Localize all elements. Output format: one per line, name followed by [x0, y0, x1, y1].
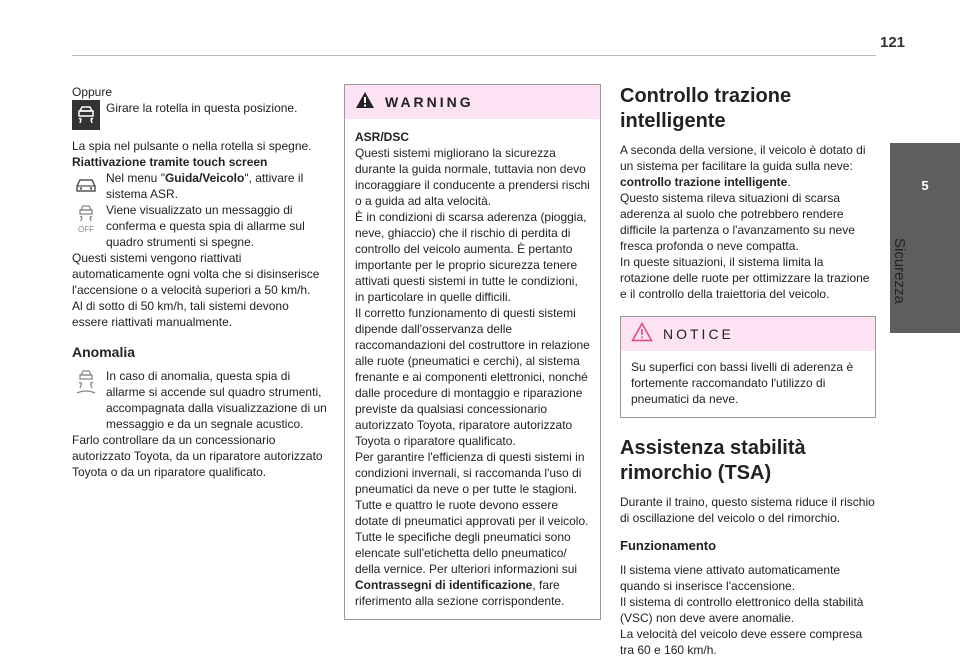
- warning-header: [345, 85, 600, 119]
- chapter-title: Sicurezza: [891, 238, 908, 304]
- riattivazione-title: Riattivazione tramite touch screen: [72, 155, 268, 169]
- warning-p2: È in condizioni di scarsa aderenza (pioggia, neve, ghiaccio) che il rischio di perdita di controllo del veicolo aumenta. È pertanto importante per le proprio sicurezza tenere attivati questi sistemi in tutte le condizioni, in particolare in quelle difficili.: [355, 210, 587, 304]
- al-di-sotto-text: Al di sotto di 50 km/h, tali sistemi devono essere riattivati manualmente.: [72, 299, 289, 329]
- tsa-p1: Durante il traino, questo sistema riduce il rischio di oscillazione del veicolo o del rimorchio.: [620, 495, 875, 525]
- notice-icon: [631, 322, 653, 346]
- warning-asr: ASR/DSC: [355, 130, 410, 144]
- controllo-heading: Controllo trazione intelligente: [620, 85, 792, 132]
- menu-bold: Guida/Veicolo: [164, 171, 245, 185]
- anomalia-text: In caso di anomalia, questa spia di allarme si accende sul quadro strumenti, accompagnata dalla visualizzazione di un messaggio e da un segnale acustico.: [106, 369, 327, 431]
- funz-p3: La velocità del veicolo deve essere compresa tra 60 e 160 km/h.: [620, 627, 863, 657]
- anomalia-row: [72, 368, 328, 432]
- warning-label: WARNING: [385, 94, 474, 110]
- menu-pre: Nel menu ": [106, 171, 165, 185]
- funz-p1: Il sistema viene attivato automaticamente quando si inserisce l'accensione.: [620, 563, 841, 593]
- viene-text: Viene visualizzato un messaggio di conferma e questa spia di allarme sul quadro strumenti si spegne.: [106, 203, 305, 249]
- column-middle: [344, 84, 601, 620]
- warning-p6: [355, 529, 590, 609]
- tsa-heading: Assistenza stabilità rimorchio (TSA): [620, 437, 806, 484]
- viene-row: [72, 202, 328, 250]
- warning-p4: Per garantire l'efficienza di questi sistemi in condizioni invernali, si raccomanda l'uso di pneumatici da neve o per tutte le stagioni.: [355, 450, 585, 496]
- chapter-number: 5: [921, 178, 929, 193]
- warning-p1: Questi sistemi migliorano la sicurezza durante la guida normale, tuttavia non devo incoraggiare il conducente a prendersi rischi o a guida ad alta velocità.: [355, 146, 590, 208]
- column-right: [620, 84, 876, 658]
- warning-p6-post: , fare riferimento alla sezione corrispondente.: [355, 578, 565, 608]
- warning-p3: Il corretto funzionamento di questi sistemi dipende dall'osservanza delle raccomandazioni del costruttore in relazione alle ruote (pneumatici e cerchi), al sistema frenante e ai componenti elettronici, nonché dalle procedure di montaggio e riparazione previste da qualsiasi concessionario autorizzato Toyota, riparatore autorizzato Toyota o riparatore qualificato.: [355, 306, 590, 448]
- notice-body: [621, 351, 875, 417]
- spia-text: La spia nel pulsante o nella rotella si spegne.: [72, 139, 312, 153]
- funzionamento-heading: Funzionamento: [620, 538, 717, 553]
- warning-body: [345, 119, 600, 619]
- menu-post: ", attivare il sistema ASR.: [106, 171, 304, 201]
- notice-box: [620, 316, 876, 418]
- controllo-p1: [620, 142, 876, 190]
- funz-p2: Il sistema di controllo elettronico della stabilità (VSC) non deve avere anomalie.: [620, 595, 864, 625]
- warning-p6-bold: Contrassegni di identificazione: [355, 578, 533, 592]
- menu-row: [72, 170, 328, 202]
- car-icon: [72, 170, 100, 200]
- anomalia-heading: Anomalia: [72, 344, 136, 360]
- oppure-text: Oppure: [72, 85, 113, 99]
- controllo-p3: In queste situazioni, il sistema limita la rotazione delle ruote per ottimizzare la trazione e il controllo della traiettoria del veicolo.: [620, 255, 870, 301]
- warning-p6-pre: Tutte le specifiche degli pneumatici sono elencate sull'etichetta dello pneumatico/ della vernice. Per ulteriori informazioni sui: [355, 530, 578, 576]
- notice-header: [621, 317, 875, 351]
- rotella-row: [72, 100, 328, 130]
- page-number: 121: [880, 34, 906, 51]
- menu-text: [106, 170, 328, 202]
- controllo-p1-pre: A seconda della versione, il veicolo è dotato di un sistema per facilitare la guida sulla neve:: [620, 143, 866, 173]
- controllo-p1-post: .: [787, 175, 791, 189]
- farlo-text: Farlo controllare da un concessionario autorizzato Toyota, da un riparatore autorizzato Toyota o da un riparatore qualificato.: [72, 433, 323, 479]
- rotella-text: Girare la rotella in questa posizione.: [106, 101, 298, 115]
- warning-box: [344, 84, 601, 620]
- controllo-p2: Questo sistema rileva situazioni di scarsa aderenza al suolo che potrebbero rendere difficile la partenza o l'avanzamento su neve fresca profonda o neve compatta.: [620, 191, 855, 253]
- notice-label: NOTICE: [663, 326, 734, 342]
- header-divider: [72, 55, 876, 56]
- traction-off-warning-icon: [72, 202, 100, 236]
- controllo-p1-bold: controllo trazione intelligente: [620, 175, 788, 189]
- notice-text: Su superfici con bassi livelli di aderenza è fortemente raccomandato l'utilizzo di pneumatici da neve.: [631, 360, 854, 406]
- warning-icon: [355, 91, 375, 113]
- column-left: [72, 84, 328, 480]
- questi-text: Questi sistemi vengono riattivati automaticamente ogni volta che si disinserisce l'accensione o a velocità superiori a 50 km/h.: [72, 251, 320, 297]
- skid-warning-icon: [72, 368, 100, 398]
- traction-off-dial-icon: [72, 100, 100, 130]
- svg-text:OFF: OFF: [78, 225, 94, 234]
- warning-p5: Tutte e quattro le ruote devono essere dotate di pneumatici approvati per il veicolo.: [355, 498, 589, 528]
